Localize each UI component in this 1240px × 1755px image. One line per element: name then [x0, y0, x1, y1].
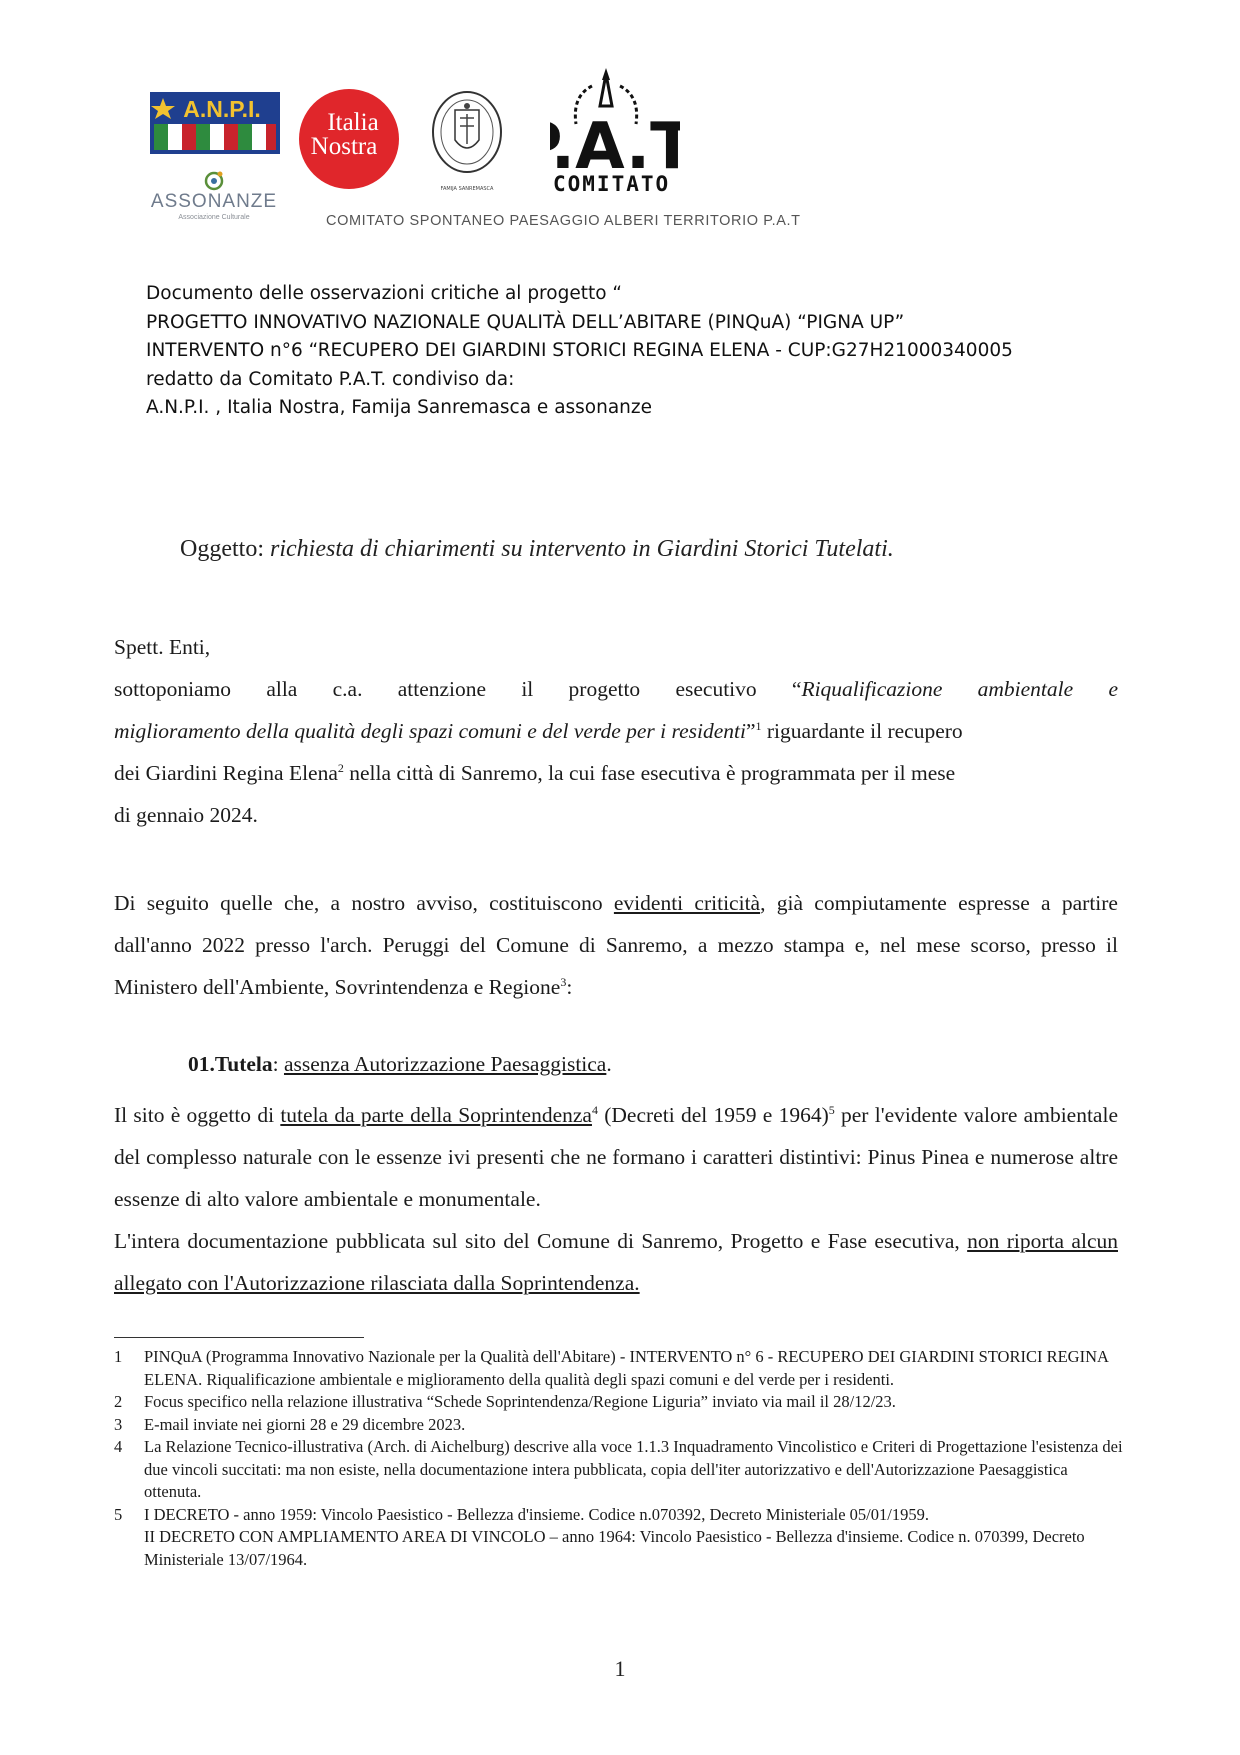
footnotes [114, 1346, 1124, 1571]
section-heading-tutela [188, 1052, 612, 1077]
pat-subtitle: COMITATO SPONTANEO PAESAGGIO ALBERI TERRITORIO P.A.T [326, 213, 801, 229]
footnote-4 [114, 1436, 1124, 1504]
subject-line [180, 536, 894, 563]
section-number: 01.Tutela [188, 1052, 273, 1076]
crit-text-a: Di seguito quelle che, a nostro avviso, costituiscono [114, 891, 614, 915]
assonanze-logo [146, 168, 282, 234]
assonanze-subtitle: Associazione Culturale [178, 214, 250, 221]
footnote-ref-4[interactable]: 4 [591, 1102, 598, 1117]
tutela-text-a: Il sito è oggetto di [114, 1103, 281, 1127]
tutela-text-d: L'intera documentazione pubblicata sul sito del Comune di Sanremo, Progetto e Fase esecutiva, [114, 1229, 968, 1253]
project-title-part-1: Riqualificazione ambientale e [801, 677, 1118, 701]
footnote-ref-3[interactable]: 3 [560, 974, 567, 989]
intro-line-4: di gennaio 2024. [114, 803, 258, 827]
footnote-number: 3 [114, 1414, 123, 1434]
header-line-3: INTERVENTO n°6 “RECUPERO DEI GIARDINI STORICI REGINA ELENA - CUP:G27H21000340005 [146, 340, 1013, 361]
footnote-ref-1[interactable]: 1 [755, 718, 762, 733]
pat-letters: .A.T [550, 110, 680, 171]
footnote-text: Focus specifico nella relazione illustrativa “Schede Soprintendenza/Regione Liguria” inviato via mail il 28/12/23. [144, 1392, 896, 1411]
subject-label: Oggetto: [180, 536, 264, 562]
anpi-emblem [150, 92, 280, 154]
tutela-underlined: tutela da parte della Soprintendenza [280, 1103, 592, 1127]
section-colon: : [272, 1052, 284, 1076]
intro-text-d: dei Giardini Regina Elena [114, 761, 338, 785]
header-line-4: redatto da Comitato P.A.T. condiviso da: [146, 368, 515, 390]
intro-line-3 [114, 752, 1118, 794]
footnote-ref-5[interactable]: 5 [828, 1102, 835, 1117]
intro-text-e: nella città di Sanremo, la cui fase esecutiva è programmata per il mese [343, 761, 956, 785]
footnote-2 [114, 1391, 1124, 1414]
famija-caption: FAMIJA SANREMASCA [440, 186, 494, 192]
pat-tree-emblem [550, 66, 680, 171]
tutela-part-1 [114, 1094, 1118, 1220]
section-title: assenza Autorizzazione Paesaggistica [283, 1052, 607, 1076]
tutela-paragraph [114, 1094, 1118, 1304]
crit-text-b: , già compiutamente espresse a partire dall'anno 2022 presso l'arch. Peruggi del Comune di Sanremo, a mezzo stampa e, nel mese scorso, presso il Ministero dell'Ambiente, Sovrintendenza e Regione [114, 891, 1118, 999]
footnote-text [144, 1504, 1124, 1572]
footnote-3 [114, 1414, 1124, 1437]
footnote-separator [114, 1337, 364, 1338]
famija-seal-icon [430, 88, 504, 200]
footnote-text: PINQuA (Programma Innovativo Nazionale per la Qualità dell'Abitare) - INTERVENTO n° 6 - RECUPERO DEI GIARDINI STORICI REGINA ELENA. Riqualificazione ambientale e miglioramento della qualità degli spazi comuni e del verde per i residenti. [144, 1347, 1109, 1389]
header-line-2: PROGETTO INNOVATIVO NAZIONALE QUALITÀ DELL’ABITARE (PINQuA) “PIGNA UP” [146, 311, 905, 333]
subject-text: richiesta di chiarimenti su intervento in Giardini Storici Tutelati. [270, 536, 894, 562]
salutation: Spett. Enti, [114, 635, 211, 659]
project-title-part-2: miglioramento della qualità degli spazi comuni e del verde per i residenti [114, 719, 746, 743]
famija-sanremasca-logo [430, 88, 504, 200]
header-line-5: A.N.P.I. , Italia Nostra, Famija Sanremasca e assonanze [146, 397, 653, 418]
pat-comitato-label: COMITATO [553, 172, 671, 196]
tutela-underlined-2: non riporta alcun allegato con l'Autorizzazione rilasciata dalla Soprintendenza. [114, 1229, 1118, 1295]
intro-text-a: sottoponiamo alla c.a. attenzione il progetto esecutivo “ [114, 677, 802, 701]
section-dot: . [606, 1052, 612, 1076]
intro-line-1 [114, 668, 1118, 710]
footnote-ref-2[interactable]: 2 [337, 760, 344, 775]
criticita-paragraph [114, 882, 1118, 1008]
anpi-logo-text: A.N.P.I. [183, 96, 261, 122]
italia-nostra-logo [298, 88, 400, 190]
assonanze-name: ASSONANZE [150, 191, 278, 212]
tutela-text-b: (Decreti del 1959 e 1964) [597, 1103, 829, 1127]
crit-underlined: evidenti criticità [613, 891, 761, 915]
italia-nostra-line1: Italia [327, 109, 379, 136]
footnote-text: La Relazione Tecnico-illustrativa (Arch. di Aichelburg) descrive alla voce 1.1.3 Inquadramento Vincolistico e Criteri di Progettazione l'esistenza dei due vincoli succitati: ma non esiste, nella documentazione intera pubblicata, copia dell'iter autorizzativo e dell'Autorizzazione Paesaggistica ottenuta. [144, 1437, 1123, 1501]
page-number: 1 [614, 1656, 626, 1681]
footnote-1 [114, 1346, 1124, 1391]
italia-nostra-emblem [298, 88, 400, 190]
intro-quote-close: ” [745, 719, 756, 743]
tutela-text-c: per l'evidente valore ambientale del complesso naturale con le essenze ivi presenti che ne formano i caratteri distintivi: Pinus Pinea e numerose altre essenze di alto valore ambientale e monumentale. [114, 1103, 1118, 1211]
italia-nostra-line2: Nostra [310, 133, 378, 160]
document-header [146, 280, 1146, 423]
intro-text-c: riguardante il recupero [761, 719, 963, 743]
footnote-text: E-mail inviate nei giorni 28 e 29 dicembre 2023. [144, 1414, 466, 1434]
footnote-number: 1 [114, 1347, 123, 1366]
tutela-part-2 [114, 1220, 1118, 1304]
footnote-5-decree-1: I DECRETO - anno 1959: Vincolo Paesistico - Bellezza d'insieme. Codice n.070392, Decreto Ministeriale 05/01/1959. [144, 1504, 929, 1524]
footnote-number: 4 [114, 1437, 123, 1456]
header-line-1: Documento delle osservazioni critiche al progetto “ [146, 283, 622, 304]
footnote-5 [114, 1504, 1124, 1572]
crit-text-c: : [566, 975, 573, 999]
footnote-number: 2 [114, 1392, 123, 1411]
anpi-logo [150, 92, 280, 154]
intro-line-2 [114, 710, 1118, 752]
assonanze-mark-icon [202, 168, 226, 192]
intro-paragraph [114, 668, 1118, 836]
footnote-number: 5 [114, 1504, 123, 1524]
footnote-5-decree-2: II DECRETO CON AMPLIAMENTO AREA DI VINCOLO – anno 1964: Vincolo Paesistico - Bellezza d'insieme. Codice n. 070399, Decreto Ministeriale 13/07/1964. [144, 1527, 1085, 1569]
